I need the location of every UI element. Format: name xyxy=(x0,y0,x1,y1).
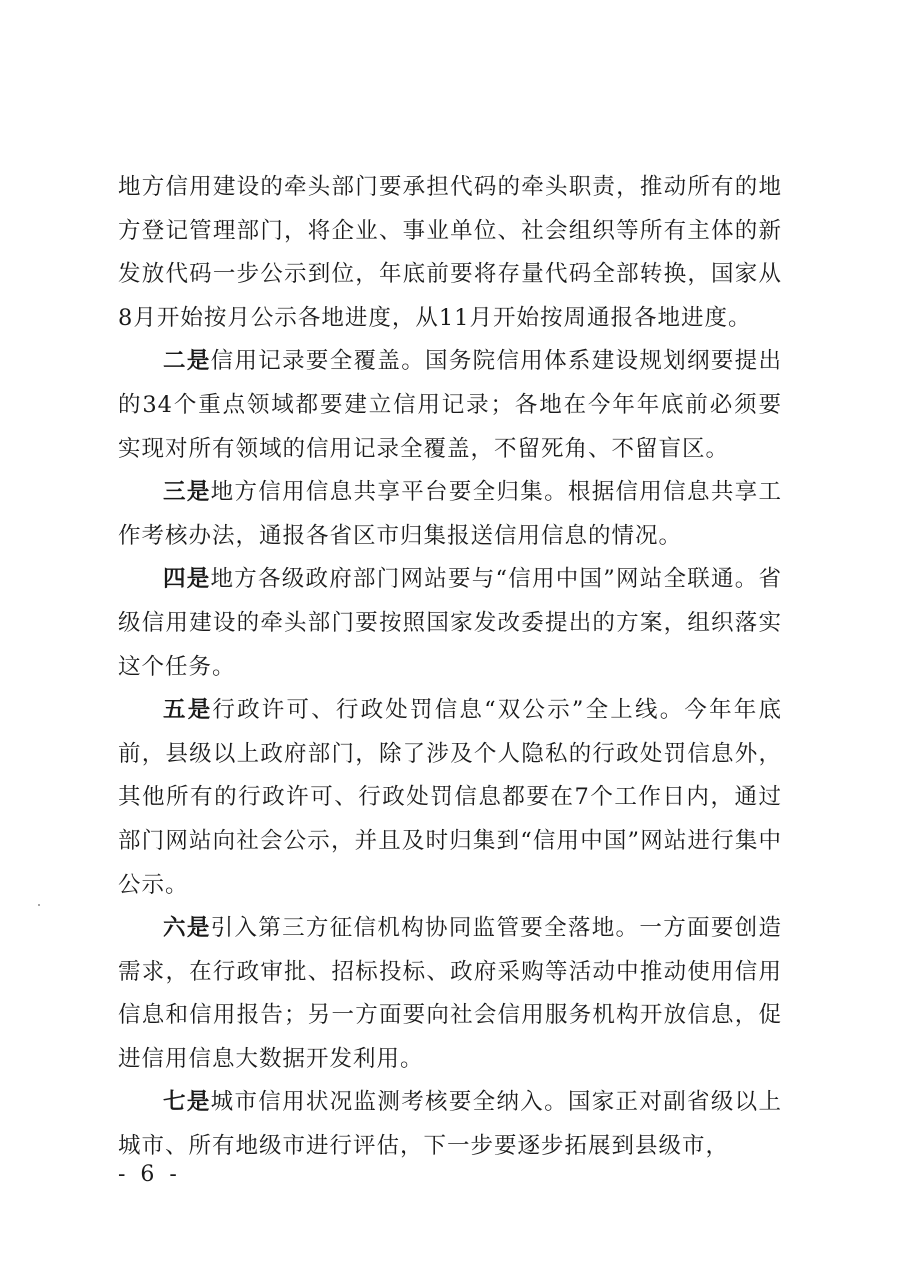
paragraph-item-six xyxy=(118,907,782,1081)
paragraph-text: 引入第三方征信机构协同监管要全落地。一方面要创造需求，在行政审批、招标投标、政府采购等活动中推动使用信用信息和信用报告；另一方面要向社会信用服务机构开放信息，促进信用信息大数据开发利用。 xyxy=(118,915,782,1072)
body-text xyxy=(118,166,782,1169)
paragraph-lead: 五是 xyxy=(163,697,213,724)
scan-speck xyxy=(38,904,40,906)
paragraph-text: 信用记录要全覆盖。国务院信用体系建设规划纲要提出的34个重点领域都要建立信用记录；各地在今年年底前必须要实现对所有领域的信用记录全覆盖，不留死角、不留盲区。 xyxy=(118,348,782,462)
paragraph-continuation xyxy=(118,166,782,340)
paragraph-text: 地方信用信息共享平台要全归集。根据信用信息共享工作考核办法，通报各省区市归集报送信用信息的情况。 xyxy=(118,479,782,549)
paragraph-lead: 二是 xyxy=(163,348,211,375)
page-number: - 6 - xyxy=(118,1162,181,1187)
paragraph-item-four xyxy=(118,558,782,689)
paragraph-lead: 七是 xyxy=(163,1089,211,1116)
paragraph-lead: 三是 xyxy=(163,479,211,506)
paragraph-lead: 六是 xyxy=(163,915,211,942)
paragraph-text: 地方信用建设的牵头部门要承担代码的牵头职责，推动所有的地方登记管理部门，将企业、事业单位、社会组织等所有主体的新发放代码一步公示到位，年底前要将存量代码全部转换，国家从8月开始按月公示各地进度，从11月开始按周通报各地进度。 xyxy=(118,174,782,331)
paragraph-item-seven xyxy=(118,1081,782,1168)
paragraph-item-two xyxy=(118,340,782,471)
paragraph-item-three xyxy=(118,471,782,558)
paragraph-text: 城市信用状况监测考核要全纳入。国家正对副省级以上城市、所有地级市进行评估，下一步要逐步拓展到县级市， xyxy=(118,1089,782,1160)
paragraph-text: 地方各级政府部门网站要与“信用中国”网站全联通。省级信用建设的牵头部门要按照国家发改委提出的方案，组织落实这个任务。 xyxy=(118,566,782,680)
paragraph-item-five xyxy=(118,689,782,907)
paragraph-lead: 四是 xyxy=(163,566,211,593)
paragraph-text: 行政许可、行政处罚信息“双公示”全上线。今年年底前，县级以上政府部门，除了涉及个人隐私的行政处罚信息外，其他所有的行政许可、行政处罚信息都要在7个工作日内，通过部门网站向社会公示，并且及时归集到“信用中国”网站进行集中公示。 xyxy=(118,697,782,898)
